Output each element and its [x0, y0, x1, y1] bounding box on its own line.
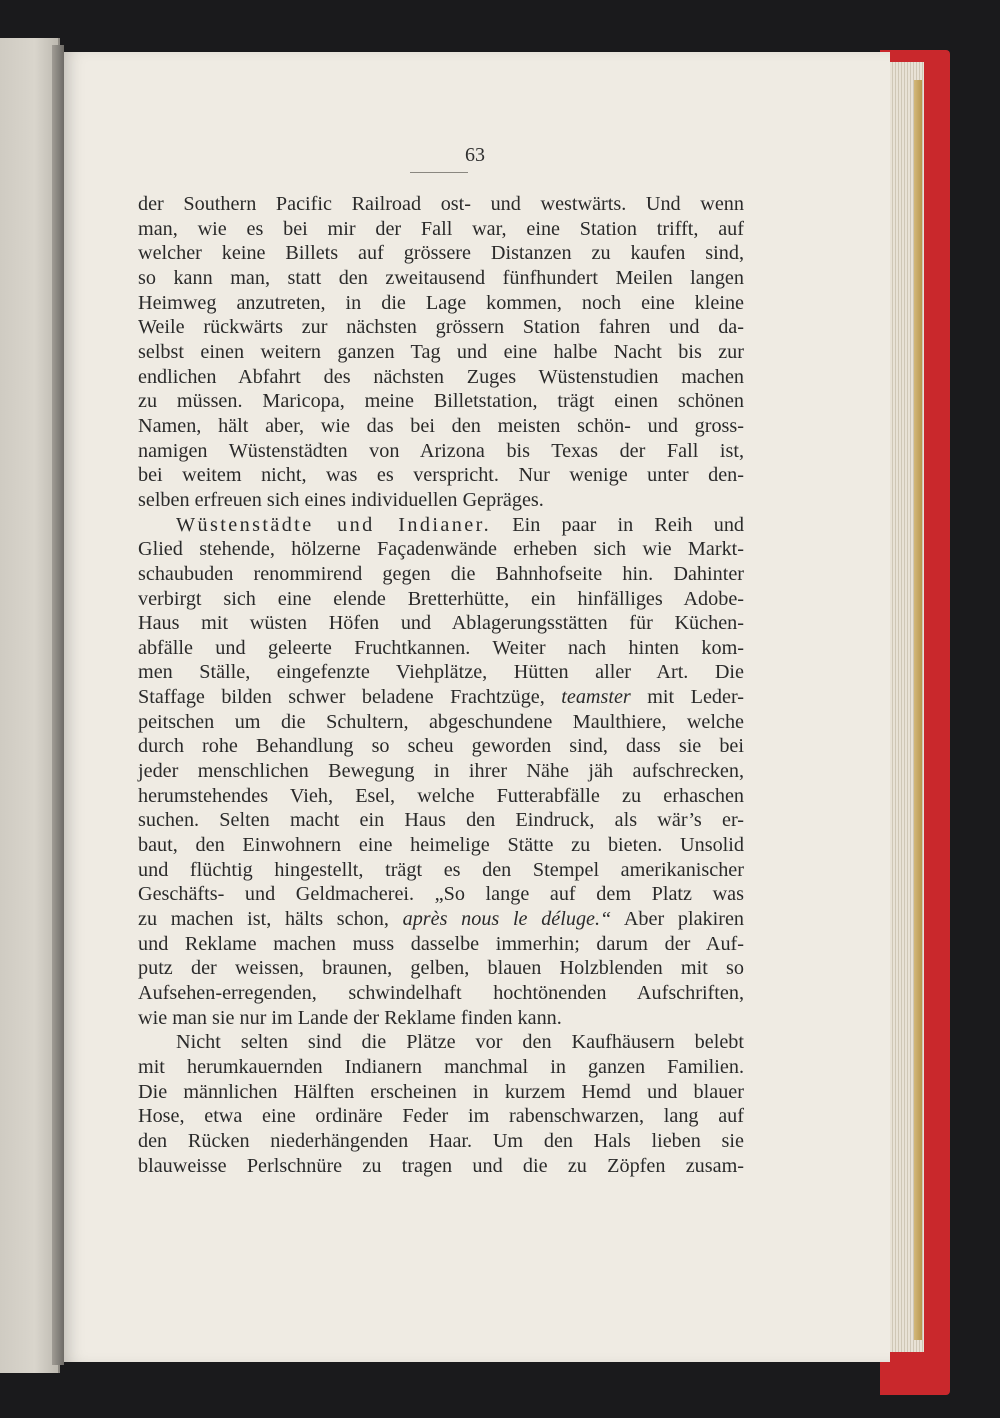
text-line: Die männlichen Hälften erscheinen in kurzem Hemd und blauer	[138, 1080, 744, 1103]
page-gilt-edge	[914, 80, 922, 1340]
text-line: durch rohe Behandlung so scheu geworden sind, dass sie bei	[138, 735, 744, 758]
text-line: Heimweg anzutreten, in die Lage kommen, noch eine kleine	[138, 291, 744, 314]
section-heading: Wüstenstädte und Indianer.	[176, 513, 492, 536]
italic-term: teamster	[561, 686, 631, 709]
text-line: bei weitem nicht, was es verspricht. Nur wenige unter den-	[138, 464, 744, 487]
text-line: und Reklame machen muss dasselbe immerhin; darum der Auf-	[138, 932, 744, 955]
text-line: Hose, etwa eine ordinäre Feder im rabenschwarzen, lang auf	[138, 1105, 744, 1128]
text-line: mit herumkauernden Indianern manchmal in ganzen Familien.	[138, 1055, 744, 1078]
text-run: Aber plakiren	[623, 908, 745, 931]
text-line: herumstehendes Vieh, Esel, welche Futterabfälle zu erhaschen	[138, 784, 744, 807]
text-line: blauweisse Perlschnüre zu tragen und die zu Zöpfen zusam-	[138, 1154, 744, 1177]
text-line: endlichen Abfahrt des nächsten Zuges Wüstenstudien machen	[138, 365, 744, 388]
text-line: Glied stehende, hölzerne Façadenwände erheben sich wie Markt-	[138, 538, 744, 561]
text-line: Weile rückwärts zur nächsten grössern Station fahren und da-	[138, 316, 744, 339]
text-line: man, wie es bei mir der Fall war, eine Station trifft, auf	[138, 217, 744, 240]
text-line	[138, 513, 744, 538]
text-line: verbirgt sich eine elende Bretterhütte, ein hinfälliges Adobe-	[138, 587, 744, 610]
text-line: selbst einen weitern ganzen Tag und eine halbe Nacht bis zur	[138, 340, 744, 363]
text-line: suchen. Selten macht ein Haus den Eindruck, als wär’s er-	[138, 809, 744, 832]
text-line: namigen Wüstenstädten von Arizona bis Texas der Fall ist,	[138, 439, 744, 462]
book-page	[64, 52, 890, 1362]
text-line: Haus mit wüsten Höfen und Ablagerungsstätten für Küchen-	[138, 612, 744, 635]
text-line: der Southern Pacific Railroad ost- und westwärts. Und wenn	[138, 193, 744, 215]
text-line: Geschäfts- und Geldmacherei. „So lange auf dem Platz was	[138, 883, 744, 906]
text-line: so kann man, statt den zweitausend fünfhundert Meilen langen	[138, 266, 744, 289]
text-run: mit Leder-	[647, 686, 744, 709]
text-line: zu müssen. Maricopa, meine Billetstation, trägt einen schönen	[138, 390, 744, 413]
text-line: schaubuden renommirend gegen die Bahnhofseite hin. Dahinter	[138, 562, 744, 585]
text-run: Ein paar in Reih und	[512, 513, 745, 536]
text-line: peitschen um die Schultern, abgeschundene Maulthiere, welche	[138, 710, 744, 733]
text-line: Namen, hält aber, wie das bei den meisten schön- und gross-	[138, 414, 744, 437]
text-line: men Ställe, eingefenzte Viehplätze, Hütten aller Art. Die	[138, 661, 744, 684]
italic-quote: après nous le déluge.“	[402, 908, 612, 931]
text-line: und flüchtig hingestellt, trägt es den Stempel amerikanischer	[138, 858, 744, 881]
page-number: 63	[465, 144, 485, 166]
text-line: jeder menschlichen Bewegung in ihrer Nähe jäh aufschrecken,	[138, 760, 744, 783]
text-line: welcher keine Billets auf grössere Distanzen zu kaufen sind,	[138, 242, 744, 265]
text-line	[138, 685, 744, 710]
book-gutter	[52, 45, 64, 1365]
text-line: Aufsehen-erregenden, schwindelhaft hochtönenden Aufschriften,	[138, 982, 744, 1004]
body-text	[138, 192, 744, 1178]
text-run: Staffage bilden schwer beladene Frachtzüge,	[138, 686, 545, 709]
text-line: abfälle und geleerte Fruchtkannen. Weiter nach hinten kom-	[138, 636, 744, 659]
text-line: baut, den Einwohnern eine heimelige Stätte zu bieten. Unsolid	[138, 834, 744, 857]
text-run: zu machen ist, hälts schon,	[138, 908, 389, 931]
text-line: wie man sie nur im Lande der Reklame finden kann.	[138, 1006, 562, 1029]
text-line: Nicht selten sind die Plätze vor den Kaufhäusern belebt	[176, 1031, 744, 1054]
text-line: den Rücken niederhängenden Haar. Um den Hals lieben sie	[138, 1129, 744, 1152]
text-line: putz der weissen, braunen, gelben, blauen Holzblenden mit so	[138, 957, 744, 980]
facing-page-edge	[0, 38, 60, 1373]
text-line: selben erfreuen sich eines individuellen Gepräges.	[138, 488, 544, 511]
text-line	[138, 907, 744, 932]
page-number-rule	[410, 172, 468, 173]
